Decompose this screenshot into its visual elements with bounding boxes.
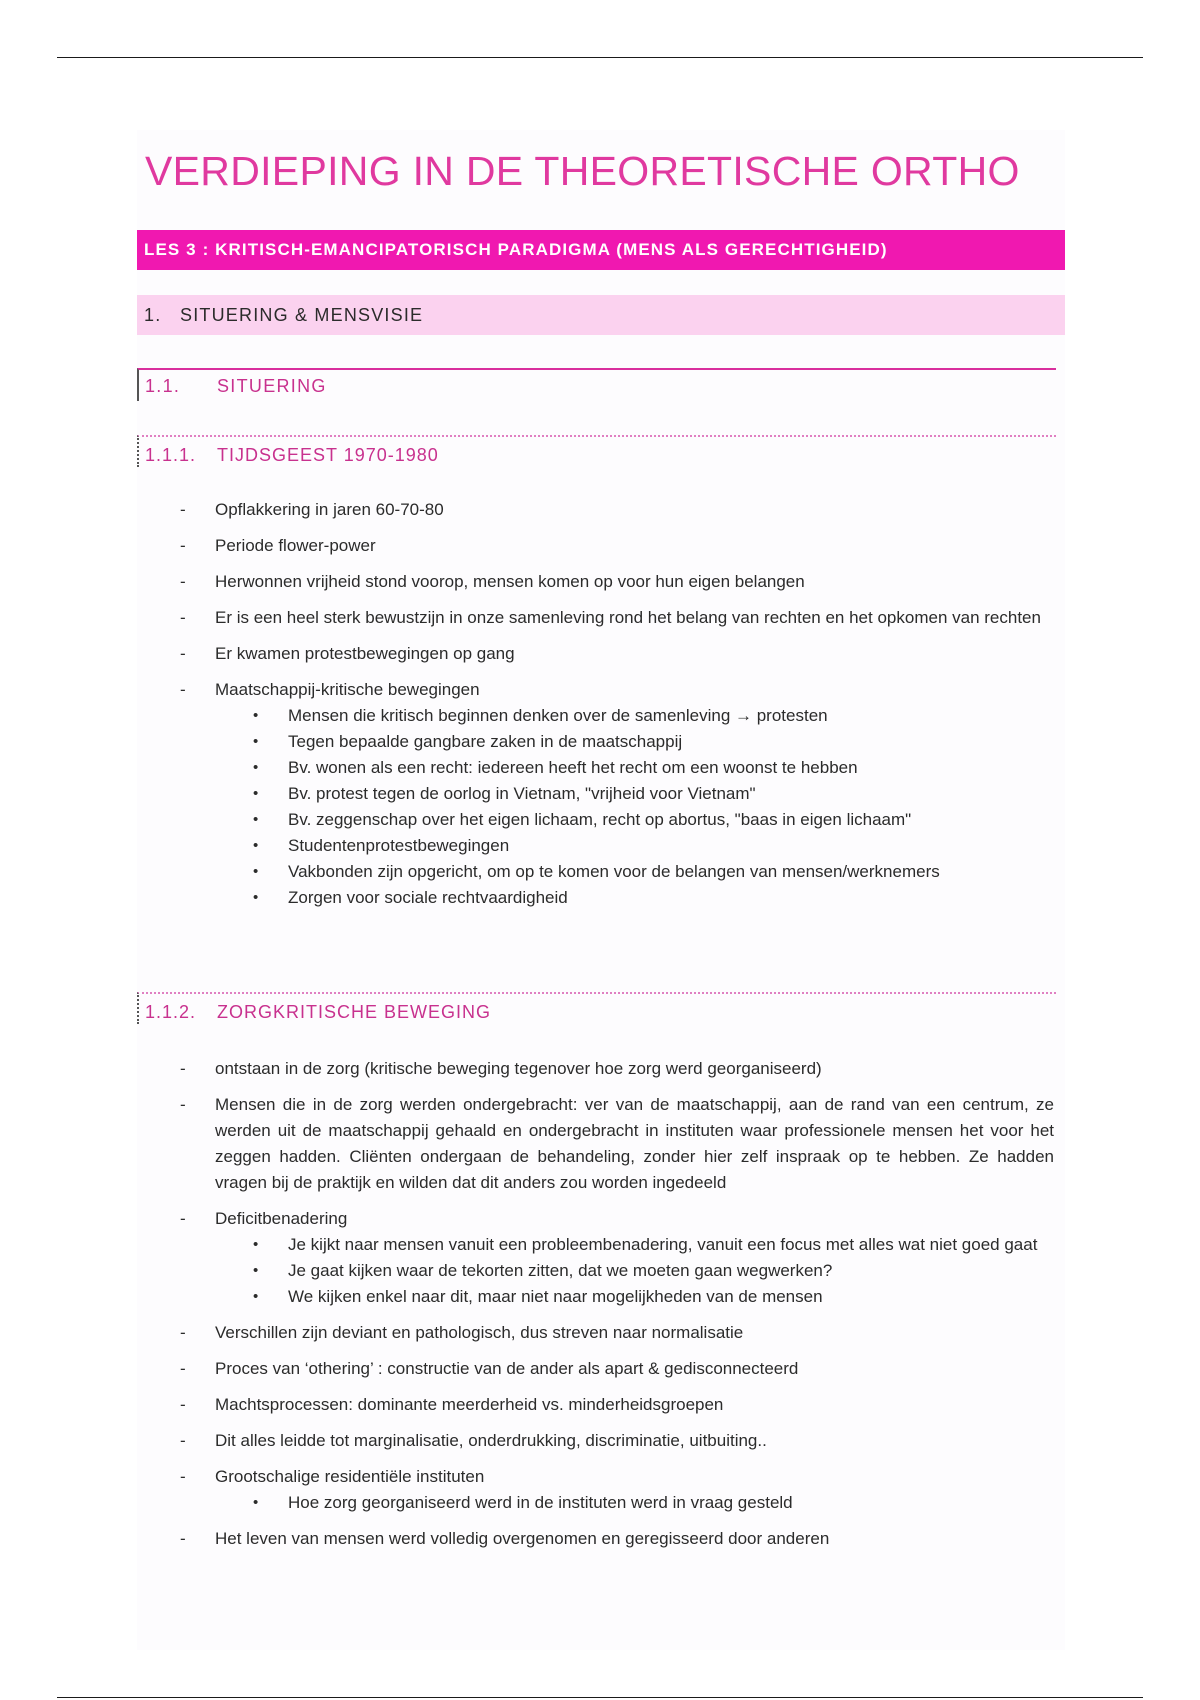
dash-marker: - — [180, 1529, 186, 1548]
document-title: VERDIEPING IN DE THEORETISCHE ORTHO — [145, 148, 1020, 194]
list-item: - Grootschalige residentiële instituten • Hoe zorg georganiseerd werd in de instituten werd in vraag gesteld — [0, 1464, 1054, 1516]
dash-marker: - — [180, 1431, 186, 1450]
dash-marker: - — [180, 1209, 186, 1228]
subsection-heading-tijdsgeest — [137, 435, 1056, 467]
bullet-marker: • — [253, 889, 259, 906]
chapter-number: 1. — [144, 305, 162, 325]
sub-list-item: • Vakbonden zijn opgericht, om op te komen voor de belangen van mensen/werknemers — [215, 859, 1054, 885]
sub-list — [215, 1232, 1054, 1310]
lesson-heading: LES 3 : KRITISCH-EMANCIPATORISCH PARADIGMA (MENS ALS GERECHTIGHEID) — [137, 230, 1065, 270]
list-item: - Machtsprocessen: dominante meerderheid vs. minderheidsgroepen — [0, 1392, 1054, 1418]
list-item: - ontstaan in de zorg (kritische beweging tegenover hoe zorg werd georganiseerd) — [0, 1056, 1054, 1082]
list-item: - Periode flower-power — [0, 533, 1054, 559]
list-item: - Er kwamen protestbewegingen op gang — [0, 641, 1054, 667]
bullet-marker: • — [253, 837, 259, 854]
bullet-marker: • — [253, 785, 259, 802]
list-item: - Maatschappij-kritische bewegingen • Mensen die kritisch beginnen denken over de samenleving → protesten • Tegen bepaalde gangbare zaken in de maatschappij • Bv. wonen als een recht: iedereen heeft het recht om een woonst te hebben • Bv. protest tegen de oorlog in Vietnam, "vrijheid voor Vietnam" • Bv. zeggenschap over het eigen lichaam, recht op abortus, "baas in eigen lichaam" • Studentenprotestbewegingen • Vakbonden zijn opgericht, om op te komen voor de belangen van mensen/werknemers • Zorgen voor sociale rechtvaardigheid — [0, 677, 1054, 911]
dash-marker: - — [180, 500, 186, 519]
list-item: - Opflakkering in jaren 60-70-80 — [0, 497, 1054, 523]
sub-list-item: • Mensen die kritisch beginnen denken over de samenleving → protesten — [215, 703, 1054, 729]
subsection-number: 1.1.1. — [145, 445, 197, 465]
subsection-title: TIJDSGEEST 1970-1980 — [217, 445, 439, 465]
subsection-title: ZORGKRITISCHE BEWEGING — [217, 1002, 492, 1022]
bullet-marker: • — [253, 811, 259, 828]
sub-list-item: • Studentenprotestbewegingen — [215, 833, 1054, 859]
page-top-rule — [57, 57, 1143, 58]
dash-marker: - — [180, 1323, 186, 1342]
bullet-marker: • — [253, 707, 259, 724]
list-item: - Proces van ‘othering’ : constructie van de ander als apart & gedisconnecteerd — [0, 1356, 1054, 1382]
sub-list-item: • Je gaat kijken waar de tekorten zitten, dat we moeten gaan wegwerken? — [215, 1258, 1054, 1284]
bullet-marker: • — [253, 1494, 259, 1511]
sub-list-item: • Zorgen voor sociale rechtvaardigheid — [215, 885, 1054, 911]
list-item: - Herwonnen vrijheid stond voorop, mensen komen op voor hun eigen belangen — [0, 569, 1054, 595]
sub-list-item: • Je kijkt naar mensen vanuit een probleembenadering, vanuit een focus met alles wat niet goed gaat — [215, 1232, 1054, 1258]
sub-list — [215, 1490, 1054, 1516]
bullet-marker: • — [253, 759, 259, 776]
dash-marker: - — [180, 572, 186, 591]
chapter-heading — [137, 295, 1065, 335]
bullet-marker: • — [253, 1288, 259, 1305]
section-title: SITUERING — [217, 376, 327, 396]
list-item: - Mensen die in de zorg werden ondergebracht: ver van de maatschappij, aan de rand van een centrum, ze werden uit de maatschappij gehaald en ondergebracht in instituten waar professionele mensen het voor het zeggen hadden. Cliënten ondergaan de behandeling, zonder hier zelf inspraak op te hebben. Ze hadden vragen bij de praktijk en wilden dat dit anders zou worden ingedeeld — [0, 1092, 1054, 1196]
bullet-marker: • — [253, 1236, 259, 1253]
subsection-number: 1.1.2. — [145, 1002, 197, 1022]
sub-list-item: • Bv. zeggenschap over het eigen lichaam, recht op abortus, "baas in eigen lichaam" — [215, 807, 1054, 833]
sub-list-item: • Hoe zorg georganiseerd werd in de instituten werd in vraag gesteld — [215, 1490, 1054, 1516]
sub-list-item: • We kijken enkel naar dit, maar niet naar mogelijkheden van de mensen — [215, 1284, 1054, 1310]
dash-marker: - — [180, 644, 186, 663]
dash-marker: - — [180, 1095, 186, 1114]
chapter-title: SITUERING & MENSVISIE — [180, 305, 424, 325]
section-heading — [137, 368, 1056, 401]
sub-list-item: • Bv. protest tegen de oorlog in Vietnam, "vrijheid voor Vietnam" — [215, 781, 1054, 807]
dash-marker: - — [180, 1359, 186, 1378]
page-bottom-rule — [57, 1697, 1143, 1698]
list-item: - Verschillen zijn deviant en pathologisch, dus streven naar normalisatie — [0, 1320, 1054, 1346]
dash-marker: - — [180, 608, 186, 627]
section-number: 1.1. — [145, 376, 181, 396]
list-item: - Er is een heel sterk bewustzijn in onze samenleving rond het belang van rechten en het opkomen van rechten — [0, 605, 1054, 631]
sub-list-item: • Tegen bepaalde gangbare zaken in de maatschappij — [215, 729, 1054, 755]
bullet-marker: • — [253, 863, 259, 880]
list-item: - Deficitbenadering • Je kijkt naar mensen vanuit een probleembenadering, vanuit een focus met alles wat niet goed gaat • Je gaat kijken waar de tekorten zitten, dat we moeten gaan wegwerken? • We kijken enkel naar dit, maar niet naar mogelijkheden van de mensen — [0, 1206, 1054, 1310]
tijdsgeest-list — [0, 497, 1200, 921]
list-item: - Dit alles leidde tot marginalisatie, onderdrukking, discriminatie, uitbuiting.. — [0, 1428, 1054, 1454]
zorgkritische-list — [0, 1056, 1200, 1562]
dash-marker: - — [180, 536, 186, 555]
dash-marker: - — [180, 1395, 186, 1414]
dash-marker: - — [180, 1467, 186, 1486]
dash-marker: - — [180, 680, 186, 699]
dash-marker: - — [180, 1059, 186, 1078]
sub-list — [215, 703, 1054, 911]
sub-list-item: • Bv. wonen als een recht: iedereen heeft het recht om een woonst te hebben — [215, 755, 1054, 781]
bullet-marker: • — [253, 1262, 259, 1279]
list-item: - Het leven van mensen werd volledig overgenomen en geregisseerd door anderen — [0, 1526, 1054, 1552]
bullet-marker: • — [253, 733, 259, 750]
subsection-heading-zorgkritische — [137, 992, 1056, 1024]
